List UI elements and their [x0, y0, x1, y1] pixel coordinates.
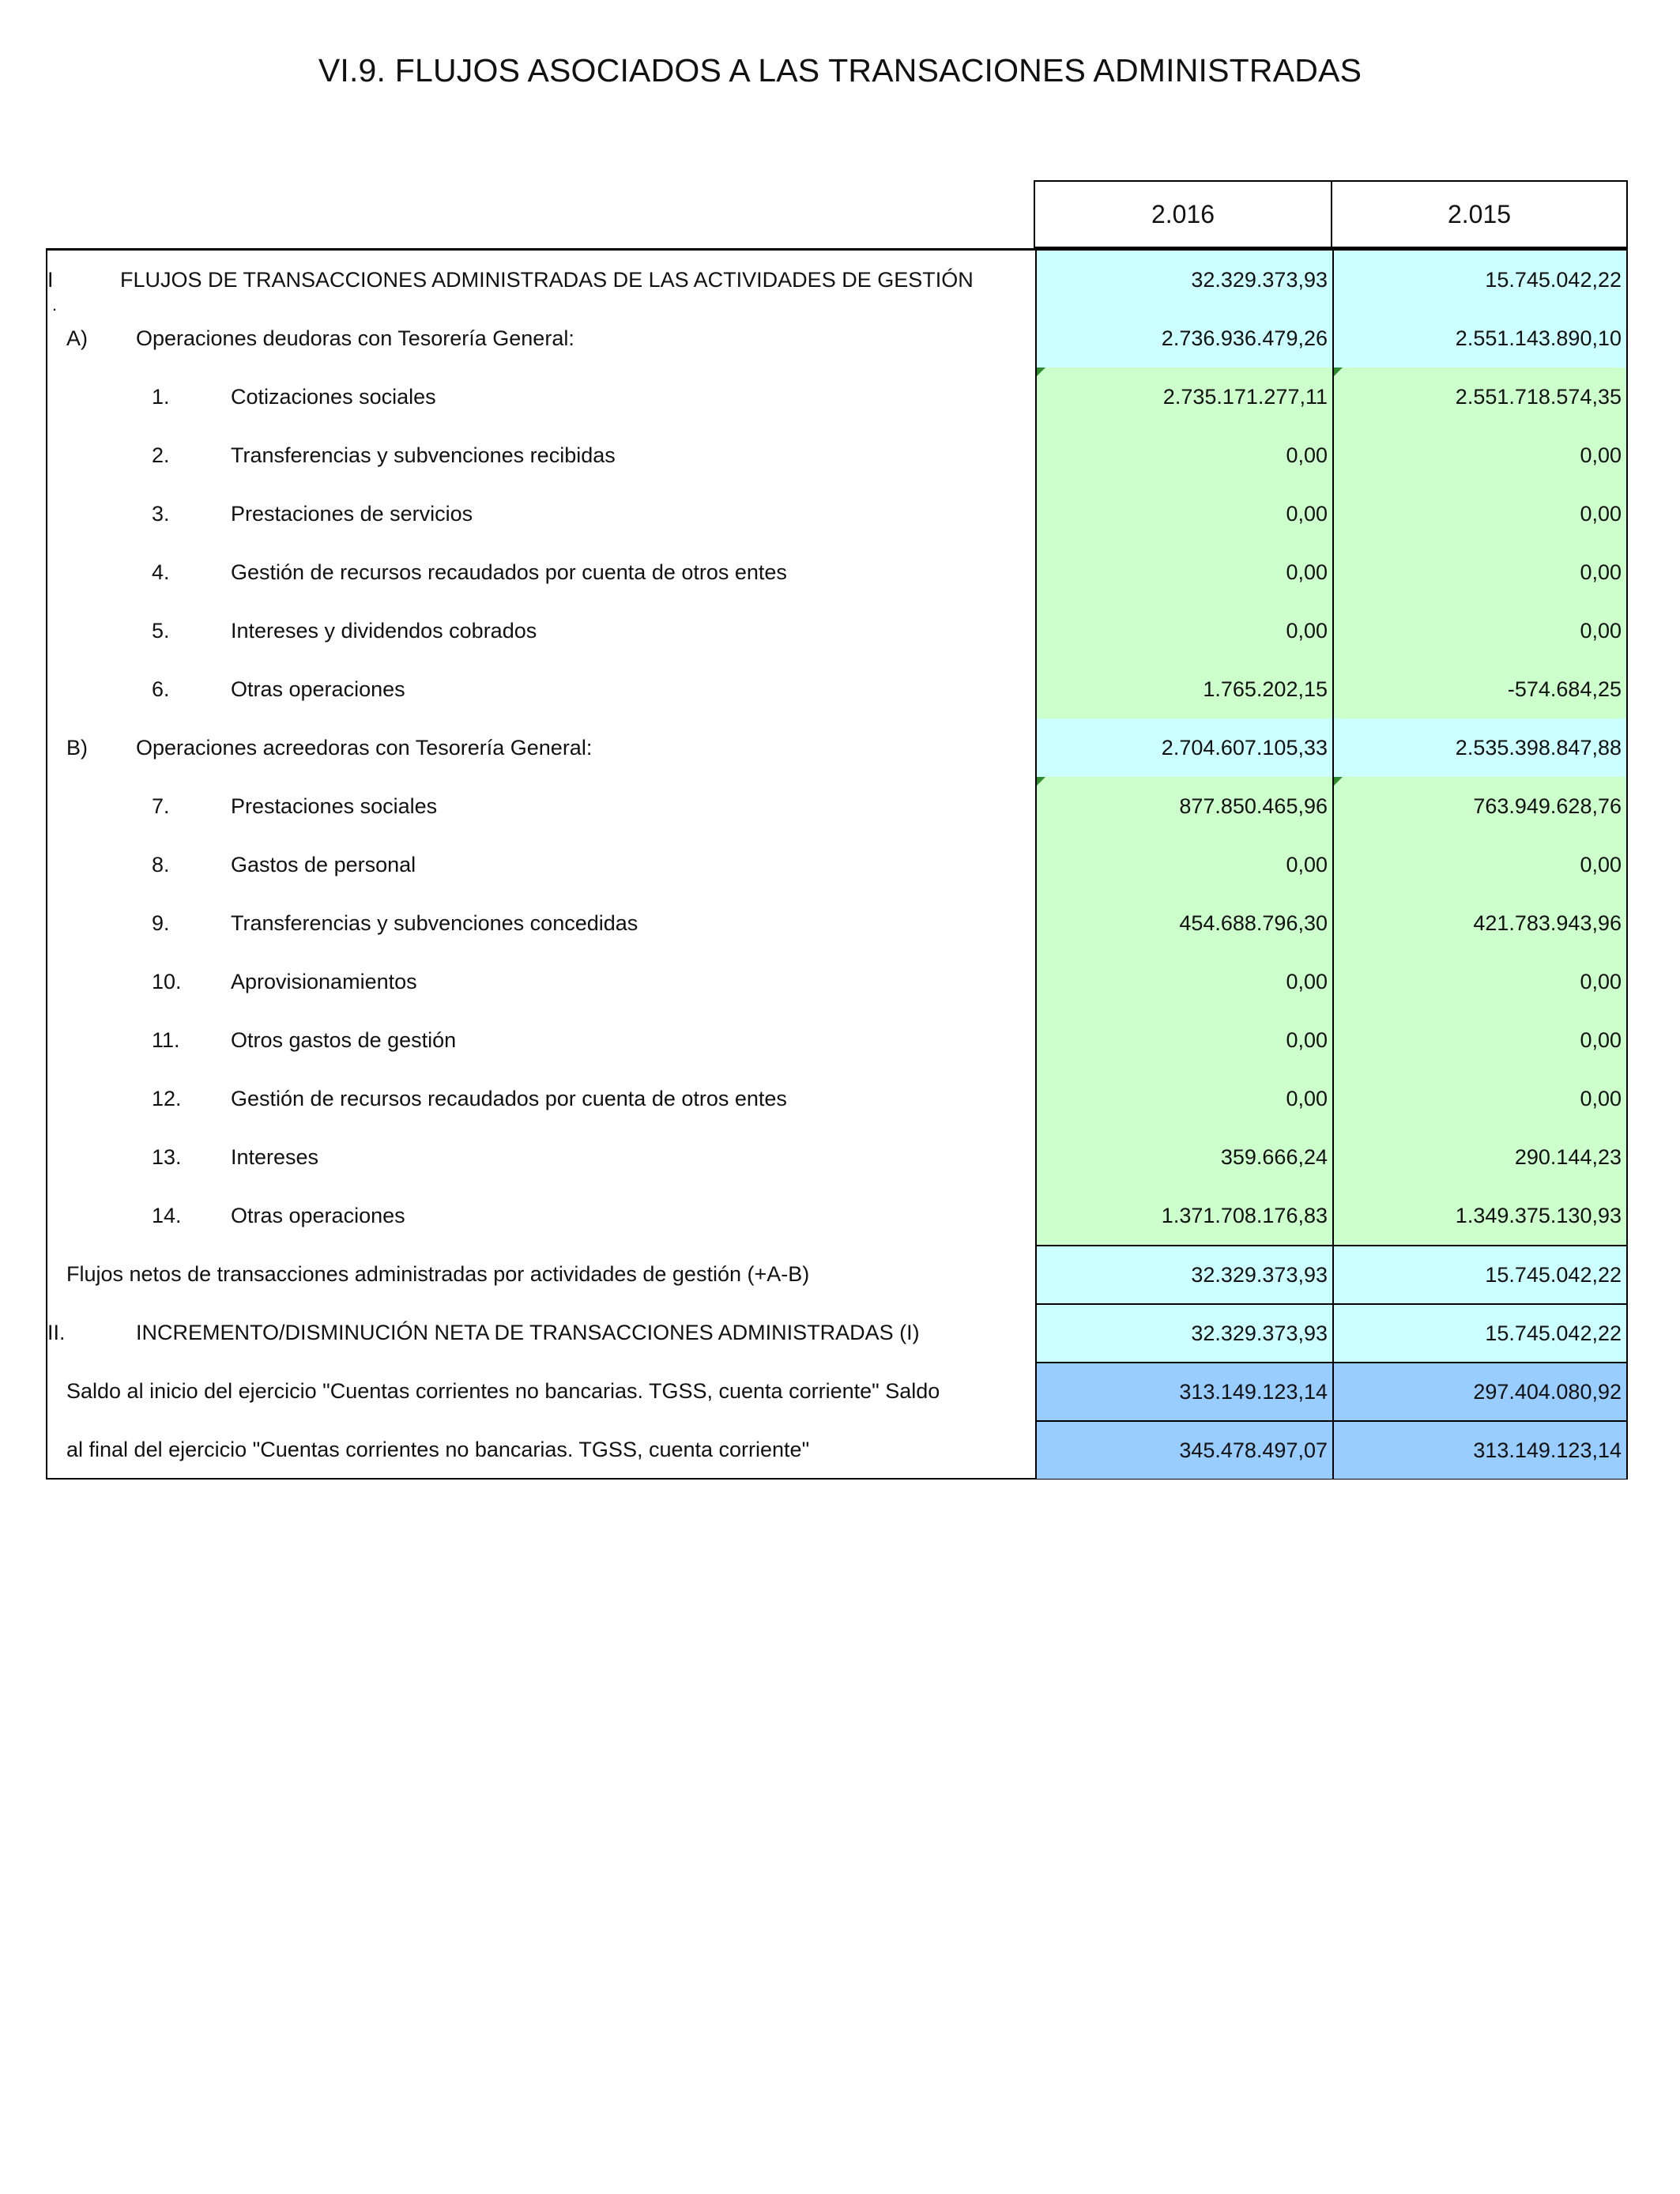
value-cell-2016 [1035, 426, 1332, 484]
value-text: 0,00 [1580, 618, 1622, 643]
value-cell-2015 [1332, 1420, 1626, 1479]
value-cell-2016 [1035, 718, 1332, 777]
column-header-2015: 2.015 [1331, 180, 1628, 248]
value-text: 0,00 [1580, 1027, 1622, 1052]
row-number: 4. [152, 560, 170, 584]
value-cell-2015 [1332, 309, 1626, 368]
value-text: 763.949.628,76 [1473, 794, 1622, 818]
page-title: VI.9. FLUJOS ASOCIADOS A LAS TRANSACIONES ADMINISTRADAS [318, 52, 1362, 89]
row-label: Gastos de personal [231, 852, 416, 876]
value-text: 2.551.143.890,10 [1455, 326, 1622, 350]
row-number: B) [66, 735, 88, 760]
line-item-row [47, 894, 1626, 952]
value-text: 0,00 [1286, 1027, 1328, 1052]
value-cell-2015 [1332, 952, 1626, 1011]
row-label: Otras operaciones [231, 677, 405, 701]
table-body [46, 248, 1628, 1480]
value-text: 421.783.943,96 [1473, 910, 1622, 935]
value-text: 1.349.375.130,93 [1455, 1203, 1622, 1227]
section-row [47, 251, 1626, 315]
value-text: 0,00 [1580, 1086, 1622, 1110]
row-label: INCREMENTO/DISMINUCIÓN NETA DE TRANSACCIONES ADMINISTRADAS (I) [136, 1320, 920, 1344]
row-number: 9. [152, 910, 170, 935]
value-text: 2.535.398.847,88 [1455, 735, 1622, 760]
line-item-row [47, 1186, 1626, 1245]
value-cell-2015 [1332, 1128, 1626, 1186]
line-item-row [47, 426, 1626, 484]
row-number: 14. [152, 1203, 182, 1227]
value-cell-2016 [1035, 543, 1332, 601]
value-cell-2015 [1332, 1011, 1626, 1069]
value-cell-2016 [1035, 1420, 1332, 1479]
row-label: Intereses y dividendos cobrados [231, 618, 537, 643]
row-number: 11. [152, 1027, 180, 1052]
value-text: 0,00 [1286, 560, 1328, 584]
row-label: Operaciones deudoras con Tesorería General: [136, 326, 574, 350]
row-label: Otras operaciones [231, 1203, 405, 1227]
value-text: 15.745.042,22 [1485, 1321, 1622, 1345]
value-cell-2016 [1035, 835, 1332, 894]
value-text: 15.745.042,22 [1485, 1262, 1622, 1287]
line-item-row [47, 484, 1626, 543]
value-cell-2016 [1035, 1303, 1332, 1362]
row-label: Prestaciones de servicios [231, 501, 473, 526]
value-text: 0,00 [1286, 852, 1328, 876]
row-label: Transferencias y subvenciones concedidas [231, 910, 638, 935]
value-text: 0,00 [1580, 969, 1622, 993]
value-cell-2015 [1332, 1303, 1626, 1362]
row-number: 13. [152, 1144, 182, 1169]
value-cell-2015 [1332, 601, 1626, 660]
value-cell-2016 [1035, 894, 1332, 952]
row-number: 5. [152, 618, 170, 643]
value-cell-2015 [1332, 777, 1626, 835]
value-cell-2016 [1035, 1245, 1332, 1303]
value-cell-2015 [1332, 894, 1626, 952]
value-cell-2015 [1332, 660, 1626, 718]
value-cell-2016 [1035, 1069, 1332, 1128]
line-item-row [47, 835, 1626, 894]
flows-table [46, 180, 1628, 1480]
row-label: Prestaciones sociales [231, 794, 438, 818]
value-text: 0,00 [1286, 443, 1328, 467]
value-cell-2016 [1035, 251, 1332, 309]
value-text: 313.149.123,14 [1473, 1438, 1622, 1462]
line-item-row [47, 1128, 1626, 1186]
value-text: 313.149.123,14 [1179, 1379, 1328, 1404]
line-item-row [47, 1069, 1626, 1128]
value-cell-2016 [1035, 952, 1332, 1011]
comment-marker-icon [1334, 777, 1343, 786]
comment-marker-icon [1037, 368, 1045, 376]
stray-dot: . [52, 295, 58, 315]
value-text: 32.329.373,93 [1191, 1321, 1328, 1345]
value-cell-2016 [1035, 1362, 1332, 1420]
value-cell-2015 [1332, 718, 1626, 777]
line-item-row [47, 368, 1626, 426]
row-label: Cotizaciones sociales [231, 384, 436, 409]
value-text: -574.684,25 [1507, 677, 1622, 701]
value-text: 0,00 [1580, 501, 1622, 526]
value-text: 32.329.373,93 [1191, 267, 1328, 292]
line-item-row [47, 660, 1626, 718]
row-label: Operaciones acreedoras con Tesorería General: [136, 735, 593, 760]
row-label: FLUJOS DE TRANSACCIONES ADMINISTRADAS DE LAS ACTIVIDADES DE GESTIÓN [120, 267, 974, 292]
row-number: 10. [152, 969, 182, 993]
row-label: Aprovisionamientos [231, 969, 417, 993]
value-cell-2015 [1332, 1069, 1626, 1128]
value-text: 0,00 [1286, 501, 1328, 526]
value-cell-2016 [1035, 660, 1332, 718]
row-number: 1. [152, 384, 170, 409]
value-cell-2016 [1035, 309, 1332, 368]
value-cell-2016 [1035, 777, 1332, 835]
balance-row [47, 1362, 1626, 1420]
line-item-row [47, 601, 1626, 660]
value-cell-2016 [1035, 484, 1332, 543]
value-cell-2016 [1035, 1011, 1332, 1069]
value-text: 297.404.080,92 [1473, 1379, 1622, 1404]
value-text: 2.551.718.574,35 [1455, 384, 1622, 409]
row-label: al final del ejercicio "Cuentas corrientes no bancarias. TGSS, cuenta corriente" [66, 1437, 810, 1461]
row-number: 7. [152, 794, 170, 818]
row-label: Saldo al inicio del ejercicio "Cuentas corrientes no bancarias. TGSS, cuenta corriente" Saldo [66, 1378, 940, 1403]
value-cell-2016 [1035, 601, 1332, 660]
value-cell-2015 [1332, 543, 1626, 601]
row-label: Otros gastos de gestión [231, 1027, 457, 1052]
value-cell-2016 [1035, 1186, 1332, 1245]
balance-row [47, 1420, 1626, 1479]
column-header-2016: 2.016 [1034, 180, 1332, 248]
value-cell-2015 [1332, 368, 1626, 426]
subsection-row [47, 718, 1626, 777]
value-cell-2016 [1035, 368, 1332, 426]
value-text: 0,00 [1580, 560, 1622, 584]
value-text: 2.736.936.479,26 [1161, 326, 1328, 350]
row-label: Transferencias y subvenciones recibidas [231, 443, 616, 467]
value-text: 1.765.202,15 [1203, 677, 1328, 701]
value-cell-2015 [1332, 1362, 1626, 1420]
value-cell-2015 [1332, 426, 1626, 484]
line-item-row [47, 952, 1626, 1011]
row-number: A) [66, 326, 88, 350]
row-number: I [47, 267, 54, 292]
value-text: 0,00 [1580, 443, 1622, 467]
row-label: Gestión de recursos recaudados por cuenta de otros entes [231, 1086, 787, 1110]
value-text: 32.329.373,93 [1191, 1262, 1328, 1287]
line-item-row [47, 777, 1626, 835]
value-cell-2015 [1332, 835, 1626, 894]
row-number: 3. [152, 501, 170, 526]
value-cell-2015 [1332, 1186, 1626, 1245]
value-text: 2.704.607.105,33 [1161, 735, 1328, 760]
line-item-row [47, 1011, 1626, 1069]
row-number: II. [47, 1320, 66, 1344]
comment-marker-icon [1334, 368, 1343, 376]
line-item-row [47, 543, 1626, 601]
value-cell-2016 [1035, 1128, 1332, 1186]
row-label: Gestión de recursos recaudados por cuenta de otros entes [231, 560, 787, 584]
subsection-row [47, 309, 1626, 368]
row-label: Flujos netos de transacciones administradas por actividades de gestión (+A-B) [66, 1261, 810, 1286]
value-text: 290.144,23 [1514, 1144, 1622, 1169]
value-text: 0,00 [1286, 969, 1328, 993]
value-text: 0,00 [1286, 618, 1328, 643]
section-row [47, 1303, 1626, 1362]
row-number: 12. [152, 1086, 182, 1110]
value-text: 1.371.708.176,83 [1161, 1203, 1328, 1227]
row-number: 8. [152, 852, 170, 876]
value-text: 877.850.465,96 [1179, 794, 1328, 818]
value-text: 345.478.497,07 [1179, 1438, 1328, 1462]
row-number: 2. [152, 443, 170, 467]
net-flows-row [47, 1245, 1626, 1303]
value-cell-2015 [1332, 484, 1626, 543]
value-text: 2.735.171.277,11 [1162, 384, 1328, 409]
row-number: 6. [152, 677, 170, 701]
value-cell-2015 [1332, 1245, 1626, 1303]
value-text: 0,00 [1580, 852, 1622, 876]
value-text: 0,00 [1286, 1086, 1328, 1110]
value-text: 454.688.796,30 [1179, 910, 1328, 935]
value-text: 359.666,24 [1220, 1144, 1328, 1169]
value-cell-2015 [1332, 251, 1626, 309]
row-label: Intereses [231, 1144, 319, 1169]
value-text: 15.745.042,22 [1485, 267, 1622, 292]
comment-marker-icon [1037, 777, 1045, 786]
